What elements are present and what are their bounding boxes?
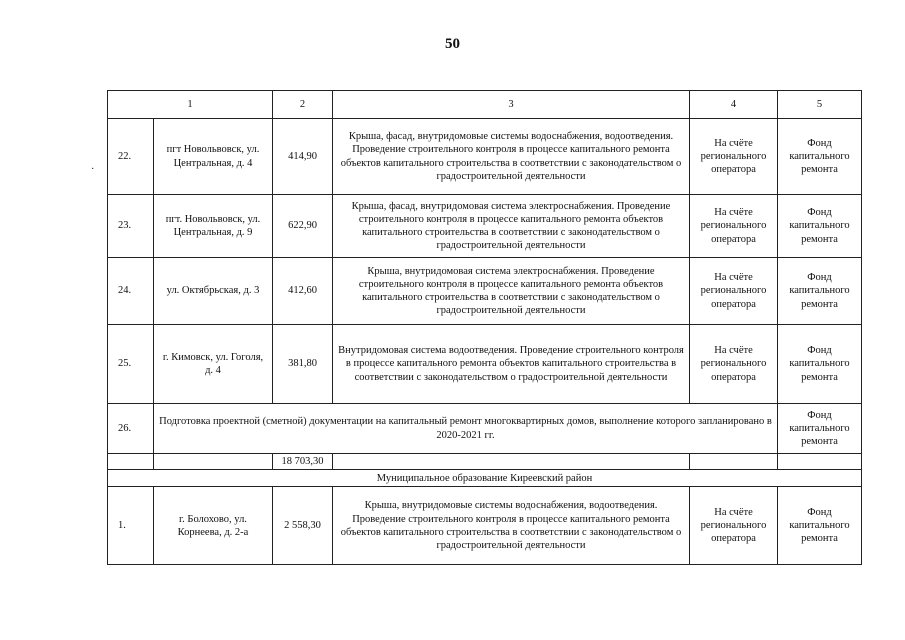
row-source: Фонд капитального ремонта <box>778 487 862 565</box>
row-works: Крыша, фасад, внутридомовые системы водоснабжения, водоотведения. Проведение строительного контроля в процессе капитального ремонта объектов капитального строительства в соответствии с законодательством о градостроительной деятельности <box>333 119 690 195</box>
row-works: Внутридомовая система водоотведения. Проведение строительного контроля в процессе капитального ремонта объектов капитального строительства в соответствии с законодательством о градостроительной деятельности <box>333 325 690 404</box>
row-source: Фонд капитального ремонта <box>778 195 862 258</box>
table-row <box>108 258 862 325</box>
row-account: На счёте регионального оператора <box>690 325 778 404</box>
header-cell-3: 3 <box>333 91 690 119</box>
total-row <box>108 454 862 470</box>
row-source: Фонд капитального ремонта <box>778 258 862 325</box>
row-source: Фонд капитального ремонта <box>778 119 862 195</box>
row-project-docs-text: Подготовка проектной (сметной) документации на капитальный ремонт многоквартирных домов, выполнение которого запланировано в 2020-2021 гг. <box>154 404 778 454</box>
row-area: 414,90 <box>273 119 333 195</box>
page-number: 50 <box>445 36 460 52</box>
row-account: На счёте регионального оператора <box>690 195 778 258</box>
municipality-row <box>108 470 862 487</box>
table-row <box>108 119 862 195</box>
municipality-title: Муниципальное образование Киреевский район <box>108 470 862 487</box>
row-source: Фонд капитального ремонта <box>778 404 862 454</box>
table-row <box>108 487 862 565</box>
row-account: На счёте регионального оператора <box>690 258 778 325</box>
row-address: пгт. Новольвовск, ул. Центральная, д. 9 <box>154 195 273 258</box>
row-number: 1. <box>108 487 154 565</box>
total-empty-cell <box>333 454 690 470</box>
header-cell-1: 1 <box>108 91 273 119</box>
row-number: 24. <box>108 258 154 325</box>
capital-repair-table <box>107 90 862 565</box>
row-address: ул. Октябрьская, д. 3 <box>154 258 273 325</box>
row-address: г. Кимовск, ул. Гоголя, д. 4 <box>154 325 273 404</box>
row-account: На счёте регионального оператора <box>690 119 778 195</box>
row-number: 23. <box>108 195 154 258</box>
row-address: г. Болохово, ул. Корнеева, д. 2-а <box>154 487 273 565</box>
row-number: 26. <box>108 404 154 454</box>
row-number: 25. <box>108 325 154 404</box>
row-area: 412,60 <box>273 258 333 325</box>
header-cell-5: 5 <box>778 91 862 119</box>
header-cell-4: 4 <box>690 91 778 119</box>
total-empty-cell <box>154 454 273 470</box>
stray-mark: · <box>91 164 95 175</box>
table-header-row <box>108 91 862 119</box>
row-area: 622,90 <box>273 195 333 258</box>
row-area: 381,80 <box>273 325 333 404</box>
row-address: пгт Новольвовск, ул. Центральная, д. 4 <box>154 119 273 195</box>
row-source: Фонд капитального ремонта <box>778 325 862 404</box>
row-works: Крыша, внутридомовые системы водоснабжения, водоотведения. Проведение строительного контроля в процессе капитального ремонта объектов капитального строительства в соответствии с законодательством о градостроительной деятельности <box>333 487 690 565</box>
header-cell-2: 2 <box>273 91 333 119</box>
row-number: 22. <box>108 119 154 195</box>
table-row <box>108 325 862 404</box>
table-row <box>108 195 862 258</box>
total-empty-cell <box>108 454 154 470</box>
total-empty-cell <box>778 454 862 470</box>
row-account: На счёте регионального оператора <box>690 487 778 565</box>
row-area: 2 558,30 <box>273 487 333 565</box>
total-area: 18 703,30 <box>273 454 333 470</box>
row-works: Крыша, внутридомовая система электроснабжения. Проведение строительного контроля в процессе капитального ремонта объектов капитального строительства в соответствии с законодательством о градостроительной деятельности <box>333 258 690 325</box>
total-empty-cell <box>690 454 778 470</box>
table-row <box>108 404 862 454</box>
row-works: Крыша, фасад, внутридомовая система электроснабжения. Проведение строительного контроля в процессе капитального ремонта объектов капитального строительства в соответствии с законодательством о градостроительной деятельности <box>333 195 690 258</box>
